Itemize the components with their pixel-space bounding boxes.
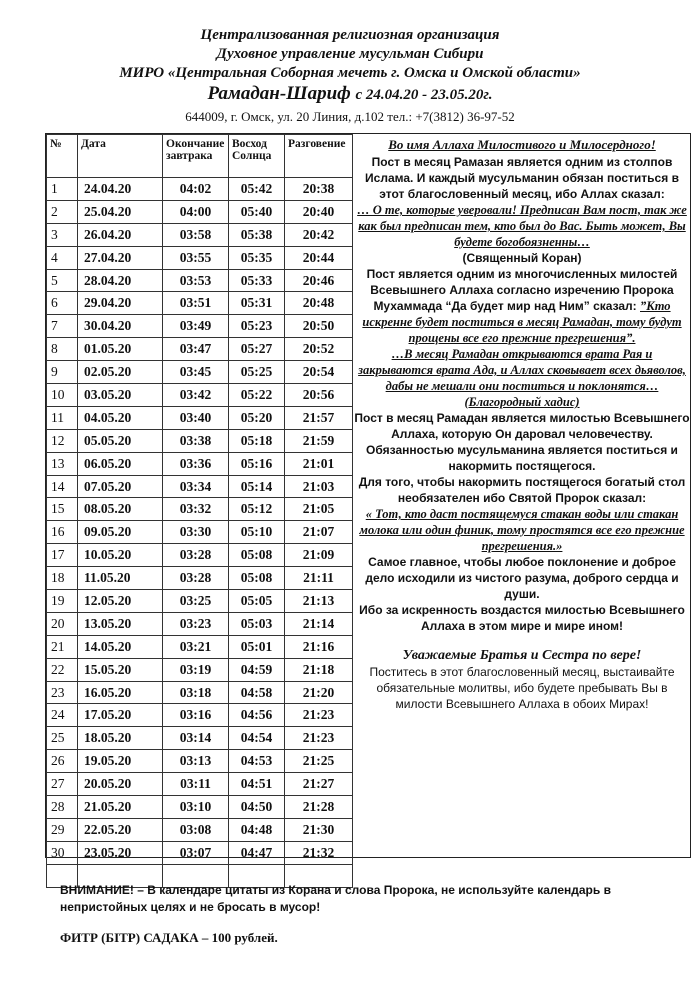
- cell-date: 29.04.20: [78, 292, 163, 315]
- table-row: [47, 269, 353, 292]
- cell-iftar: 21:14: [285, 612, 353, 635]
- cell-sunrise: 04:53: [229, 750, 285, 773]
- cell-sunrise: 04:56: [229, 704, 285, 727]
- quote-quran: … О те, которые уверовали! Предписан Вам пост, так же как был предписан тем, кто был до Вас. Быть может, Вы будете богобоязненны…: [357, 203, 687, 249]
- cell-date: 07.05.20: [78, 475, 163, 498]
- cell-date: 04.05.20: [78, 406, 163, 429]
- table-row: [47, 338, 353, 361]
- cell-date: 11.05.20: [78, 567, 163, 590]
- table-row: [47, 452, 353, 475]
- cell-suhoor-end: 03:19: [163, 658, 229, 681]
- cell-date: 27.04.20: [78, 246, 163, 269]
- table-row: [47, 727, 353, 750]
- cell-iftar: 20:56: [285, 384, 353, 407]
- cell-iftar: 20:42: [285, 223, 353, 246]
- cell-sunrise: 05:38: [229, 223, 285, 246]
- cell-iftar: 20:46: [285, 269, 353, 292]
- cell-iftar: 20:44: [285, 246, 353, 269]
- cell-date: 22.05.20: [78, 818, 163, 841]
- cell-number: 23: [47, 681, 78, 704]
- title-text: Рамадан-Шариф: [207, 83, 351, 104]
- cell-number: 17: [47, 544, 78, 567]
- org-name: Централизованная религиозная организация: [200, 27, 500, 43]
- cell-suhoor-end: 03:21: [163, 635, 229, 658]
- cell-suhoor-end: 03:58: [163, 223, 229, 246]
- text-paragraph: Самое главное, чтобы любое поклонение и доброе дело исходили из чистого разума, доброго сердца и души.: [365, 555, 679, 601]
- cell-date: 01.05.20: [78, 338, 163, 361]
- table-row: [47, 246, 353, 269]
- cell-iftar: 21:25: [285, 750, 353, 773]
- cell-sunrise: 04:51: [229, 773, 285, 796]
- cell-iftar: 21:09: [285, 544, 353, 567]
- cell-iftar: 21:57: [285, 406, 353, 429]
- table-row: [47, 612, 353, 635]
- cell-iftar: 21:16: [285, 635, 353, 658]
- text-paragraph: Для того, чтобы накормить постящегося богатый стол необязателен ибо Святой Пророк сказал:: [358, 475, 686, 505]
- cell-suhoor-end: 03:38: [163, 429, 229, 452]
- cell-sunrise: 05:10: [229, 521, 285, 544]
- cell-iftar: 21:59: [285, 429, 353, 452]
- cell-date: 26.04.20: [78, 223, 163, 246]
- cell-suhoor-end: 03:30: [163, 521, 229, 544]
- cell-number: 4: [47, 246, 78, 269]
- cell-number: 14: [47, 475, 78, 498]
- cell-number: 16: [47, 521, 78, 544]
- text-paragraph: [354, 266, 690, 346]
- cell-sunrise: 05:08: [229, 567, 285, 590]
- cell-number: 20: [47, 612, 78, 635]
- table-row: [47, 361, 353, 384]
- col-header-number: №: [47, 135, 78, 178]
- cell-suhoor-end: 03:55: [163, 246, 229, 269]
- cell-date: 19.05.20: [78, 750, 163, 773]
- cell-date: 20.05.20: [78, 773, 163, 796]
- table-row: [47, 750, 353, 773]
- table-row: [47, 704, 353, 727]
- cell-sunrise: 05:27: [229, 338, 285, 361]
- cell-date: 28.04.20: [78, 269, 163, 292]
- schedule-table: [46, 134, 353, 888]
- cell-iftar: 21:20: [285, 681, 353, 704]
- schedule-body: [47, 178, 353, 888]
- cell-suhoor-end: 03:25: [163, 590, 229, 613]
- cell-sunrise: 05:40: [229, 200, 285, 223]
- cell-iftar: 21:18: [285, 658, 353, 681]
- cell-date: 15.05.20: [78, 658, 163, 681]
- cell-date: 10.05.20: [78, 544, 163, 567]
- cell-date: 12.05.20: [78, 590, 163, 613]
- cell-sunrise: 05:08: [229, 544, 285, 567]
- cell-sunrise: 05:01: [229, 635, 285, 658]
- cell-number: 13: [47, 452, 78, 475]
- table-row: [47, 429, 353, 452]
- cell-suhoor-end: 04:00: [163, 200, 229, 223]
- cell-iftar: 20:48: [285, 292, 353, 315]
- table-row: [47, 796, 353, 819]
- org-department: Духовное управление мусульман Сибири: [216, 46, 484, 62]
- cell-number: 29: [47, 818, 78, 841]
- cell-iftar: 21:23: [285, 704, 353, 727]
- text-paragraph: Пост в месяц Рамадан является милостью Всевышнего Аллаха, которую Он даровал человечеству.: [354, 411, 690, 441]
- cell-suhoor-end: 03:34: [163, 475, 229, 498]
- text-paragraph: Обязанностью мусульманина является поститься и накормить постящегося.: [366, 443, 678, 473]
- cell-number: 25: [47, 727, 78, 750]
- cell-number: 21: [47, 635, 78, 658]
- cell-suhoor-end: 03:13: [163, 750, 229, 773]
- cell-number: 15: [47, 498, 78, 521]
- cell-sunrise: 05:20: [229, 406, 285, 429]
- table-row: [47, 384, 353, 407]
- cell-date: 05.05.20: [78, 429, 163, 452]
- cell-date: 23.05.20: [78, 841, 163, 864]
- cell-date: 17.05.20: [78, 704, 163, 727]
- cell-number: 10: [47, 384, 78, 407]
- table-header-row: [47, 135, 353, 178]
- mosque-name: МИРО «Центральная Соборная мечеть г. Омска и Омской области»: [119, 65, 581, 81]
- cell-number: 30: [47, 841, 78, 864]
- cell-iftar: 21:23: [285, 727, 353, 750]
- cell-suhoor-end: 03:11: [163, 773, 229, 796]
- text-paragraph: Пост в месяц Рамазан является одним из столпов Ислама. И каждый мусульманин обязан поститься в этот благословенный месяц, ибо Аллах сказал:: [365, 155, 679, 201]
- cell-number: 12: [47, 429, 78, 452]
- table-row: [47, 590, 353, 613]
- cell-suhoor-end: 03:16: [163, 704, 229, 727]
- quote-source: (Священный Коран): [462, 251, 582, 265]
- cell-sunrise: 05:31: [229, 292, 285, 315]
- cell-suhoor-end: 03:07: [163, 841, 229, 864]
- cell-date: 08.05.20: [78, 498, 163, 521]
- cell-iftar: 21:01: [285, 452, 353, 475]
- table-row: [47, 223, 353, 246]
- cell-sunrise: 05:03: [229, 612, 285, 635]
- cell-suhoor-end: 03:28: [163, 544, 229, 567]
- fitr-note: ФИТР (БІТР) САДАКА – 100 рублей.: [60, 930, 278, 945]
- quote-hadith-2: …В месяц Рамадан открываются врата Рая и закрываются врата Ада, и Аллах сковывает всех дьяволов, дабы не мешали они поститься и поклонятся…(Благородный хадис): [358, 347, 686, 409]
- cell-suhoor-end: 03:40: [163, 406, 229, 429]
- cell-sunrise: 05:22: [229, 384, 285, 407]
- cell-date: 06.05.20: [78, 452, 163, 475]
- page-title: [0, 83, 700, 106]
- cell-number: 24: [47, 704, 78, 727]
- cell-date: 02.05.20: [78, 361, 163, 384]
- cell-iftar: 20:52: [285, 338, 353, 361]
- cell-date: 18.05.20: [78, 727, 163, 750]
- cell-date: 09.05.20: [78, 521, 163, 544]
- document-header: [0, 26, 700, 126]
- warning-note: ВНИМАНИЕ! – В календаре цитаты из Корана и слова Пророка, не используйте календарь в непристойных целях и не бросать в мусор!: [60, 883, 611, 914]
- cell-iftar: 21:28: [285, 796, 353, 819]
- table-row: [47, 773, 353, 796]
- cell-sunrise: 05:18: [229, 429, 285, 452]
- table-row: [47, 681, 353, 704]
- quote-hadith: ”Кто искренне будет поститься в месяц Рамадан, тому будут прощены все его прежние прегрешения”.: [362, 299, 682, 345]
- cell-number: 2: [47, 200, 78, 223]
- greeting: Уважаемые Братья и Сестра по вере!: [402, 648, 642, 663]
- cell-suhoor-end: 03:18: [163, 681, 229, 704]
- table-row: [47, 818, 353, 841]
- cell-suhoor-end: 03:23: [163, 612, 229, 635]
- text-title: Во имя Аллаха Милостивого и Милосердного!: [388, 137, 656, 152]
- cell-date: 25.04.20: [78, 200, 163, 223]
- col-header-sunrise: Восход Солнца: [229, 135, 285, 178]
- text-column: [354, 136, 690, 712]
- cell-iftar: 20:40: [285, 200, 353, 223]
- cell-number: 22: [47, 658, 78, 681]
- cell-sunrise: 04:47: [229, 841, 285, 864]
- text-paragraph: Ибо за искренность воздастся милостью Всевышнего Аллаха в этом мире и мире ином!: [359, 603, 685, 633]
- cell-number: 27: [47, 773, 78, 796]
- cell-suhoor-end: 03:49: [163, 315, 229, 338]
- cell-number: 19: [47, 590, 78, 613]
- cell-number: 28: [47, 796, 78, 819]
- cell-iftar: 20:54: [285, 361, 353, 384]
- cell-sunrise: 05:35: [229, 246, 285, 269]
- cell-sunrise: 04:54: [229, 727, 285, 750]
- col-header-iftar: Разговение: [285, 135, 353, 178]
- cell-sunrise: 05:05: [229, 590, 285, 613]
- cell-number: 6: [47, 292, 78, 315]
- cell-iftar: 21:30: [285, 818, 353, 841]
- cell-sunrise: 05:12: [229, 498, 285, 521]
- cell-sunrise: 05:14: [229, 475, 285, 498]
- cell-sunrise: 05:33: [229, 269, 285, 292]
- quote-prophet: « Тот, кто даст постящемуся стакан воды или стакан молока или один финик, тому простятся все его прежние прегрешения.»: [359, 507, 685, 553]
- col-header-suhoor-end: Окончание завтрака: [163, 135, 229, 178]
- cell-iftar: 21:27: [285, 773, 353, 796]
- cell-sunrise: 04:50: [229, 796, 285, 819]
- cell-date: 21.05.20: [78, 796, 163, 819]
- cell-sunrise: 04:59: [229, 658, 285, 681]
- cell-iftar: 21:32: [285, 841, 353, 864]
- cell-date: 14.05.20: [78, 635, 163, 658]
- cell-suhoor-end: 03:45: [163, 361, 229, 384]
- cell-iftar: 21:03: [285, 475, 353, 498]
- table-row: [47, 658, 353, 681]
- table-row: [47, 544, 353, 567]
- cell-suhoor-end: 03:08: [163, 818, 229, 841]
- cell-number: 3: [47, 223, 78, 246]
- table-row: [47, 315, 353, 338]
- cell-date: 30.04.20: [78, 315, 163, 338]
- cell-sunrise: 05:42: [229, 178, 285, 201]
- cell-suhoor-end: 03:32: [163, 498, 229, 521]
- cell-date: 13.05.20: [78, 612, 163, 635]
- table-row: [47, 292, 353, 315]
- cell-number: 5: [47, 269, 78, 292]
- cell-sunrise: 05:16: [229, 452, 285, 475]
- cell-iftar: 21:13: [285, 590, 353, 613]
- cell-number: 1: [47, 178, 78, 201]
- table-row: [47, 475, 353, 498]
- table-row: [47, 841, 353, 864]
- col-header-date: Дата: [78, 135, 163, 178]
- cell-sunrise: 05:25: [229, 361, 285, 384]
- title-dates: с 24.04.20 - 23.05.20г.: [355, 87, 493, 103]
- cell-iftar: 21:07: [285, 521, 353, 544]
- cell-number: 18: [47, 567, 78, 590]
- table-row: [47, 200, 353, 223]
- cell-suhoor-end: 03:42: [163, 384, 229, 407]
- cell-sunrise: 04:48: [229, 818, 285, 841]
- cell-sunrise: 04:58: [229, 681, 285, 704]
- cell-number: 7: [47, 315, 78, 338]
- cell-suhoor-end: 03:14: [163, 727, 229, 750]
- cell-number: 9: [47, 361, 78, 384]
- text-paragraph-part: Пост является одним из многочисленных милостей Всевышнего Аллаха согласно изречению Пророка Мухаммада “Да будет мир над Ним” сказал:: [366, 267, 678, 313]
- cell-suhoor-end: 03:28: [163, 567, 229, 590]
- cell-suhoor-end: 03:53: [163, 269, 229, 292]
- cell-date: 03.05.20: [78, 384, 163, 407]
- cell-iftar: 21:11: [285, 567, 353, 590]
- table-row: [47, 521, 353, 544]
- cell-number: 26: [47, 750, 78, 773]
- table-row: [47, 635, 353, 658]
- cell-date: 16.05.20: [78, 681, 163, 704]
- table-row: [47, 178, 353, 201]
- cell-suhoor-end: 03:10: [163, 796, 229, 819]
- cell-iftar: 20:50: [285, 315, 353, 338]
- cell-suhoor-end: 03:47: [163, 338, 229, 361]
- cell-date: 24.04.20: [78, 178, 163, 201]
- table-row: [47, 567, 353, 590]
- cell-number: 8: [47, 338, 78, 361]
- closing-paragraph: Поститесь в этот благословенный месяц, выстаивайте обязательные молитвы, ибо будете пребывать Вы в милости Всевышнего Аллаха в обоих Мирах!: [369, 665, 675, 711]
- cell-suhoor-end: 03:51: [163, 292, 229, 315]
- cell-iftar: 20:38: [285, 178, 353, 201]
- cell-suhoor-end: 03:36: [163, 452, 229, 475]
- address-line: 644009, г. Омск, ул. 20 Линия, д.102 тел.: +7(3812) 36-97-52: [185, 109, 515, 124]
- cell-iftar: 21:05: [285, 498, 353, 521]
- cell-number: 11: [47, 406, 78, 429]
- cell-suhoor-end: 04:02: [163, 178, 229, 201]
- table-row: [47, 498, 353, 521]
- cell-sunrise: 05:23: [229, 315, 285, 338]
- table-row: [47, 406, 353, 429]
